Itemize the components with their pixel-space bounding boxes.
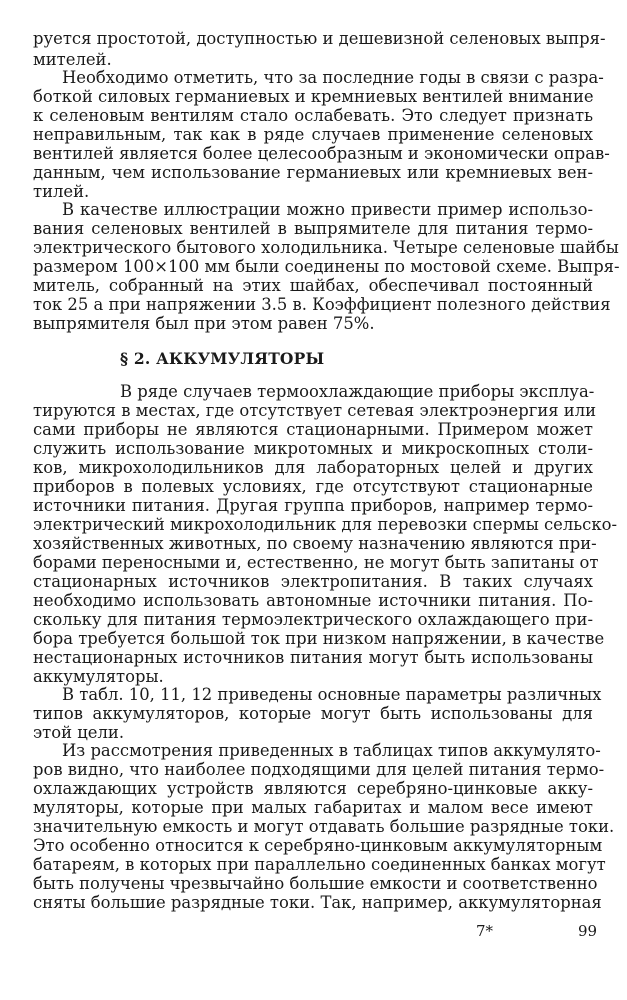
text-line: батареям, в которых при параллельно соединенных банках могут [33,855,606,874]
text-line: борами переносными и, естественно, не могут быть запитаны от [33,553,599,572]
text-line: вентилей является более целесообразным и экономически оправ- [33,144,610,163]
text-line: В качестве иллюстрации можно привести пример использо- [62,200,593,219]
signature-mark: 7* [476,922,494,940]
text-line: нестационарных источников питания могут быть использованы [33,648,593,667]
text-line: к селеновым вентилям стало ослабевать. Это следует признать [33,106,593,125]
text-line: муляторы, которые при малых габаритах и малом весе имеют [33,798,593,817]
text-line: приборов в полевых условиях, где отсутствуют стационарные [33,477,593,496]
text-line: вания селеновых вентилей в выпрямителе для питания термо- [33,219,593,238]
text-line: выпрямителя был при этом равен 75%. [33,314,375,333]
text-line: размером 100×100 мм были соединены по мостовой схеме. Выпря- [33,257,620,276]
text-line: стационарных источников электропитания. В таких случаях [33,572,593,591]
text-line: хозяйственных животных, по своему назначению являются при- [33,534,597,553]
text-line: быть получены чрезвычайно большие емкости и соответственно [33,874,598,893]
text-line: электрический микрохолодильник для перевозки спермы сельско- [33,515,617,534]
text-line: охлаждающих устройств являются серебряно-цинковые акку- [33,779,593,798]
text-line: митель, собранный на этих шайбах, обеспечивал постоянный [33,276,593,295]
text-line: скольку для питания термоэлектрического охлаждающего при- [33,610,593,629]
page-number: 99 [578,922,598,940]
text-line: бора требуется большой ток при низком напряжении, в качестве [33,629,605,648]
text-line: типов аккумуляторов, которые могут быть использованы для [33,704,593,723]
text-line: тилей. [33,182,90,201]
text-line: источники питания. Другая группа приборов, например термо- [33,496,593,515]
text-line: сняты большие разрядные токи. Так, например, аккумуляторная [33,893,602,912]
text-line: боткой силовых германиевых и кремниевых вентилей внимание [33,87,594,106]
text-line: тируются в местах, где отсутствует сетевая электроэнергия или [33,401,597,420]
text-line: этой цели. [33,723,125,742]
text-line: неправильным, так как в ряде случаев применение селеновых [33,125,593,144]
text-line: необходимо использовать автономные источники питания. По- [33,591,593,610]
text-line: данным, чем использование германиевых или кремниевых вен- [33,163,593,182]
text-line: Необходимо отметить, что за последние годы в связи с разра- [62,68,604,87]
text-line: Из рассмотрения приведенных в таблицах типов аккумулято- [62,741,601,760]
text-line: Это особенно относится к серебряно-цинковым аккумуляторным [33,836,603,855]
text-line: ков, микрохолодильников для лабораторных целей и других [33,458,593,477]
text-line: В ряде случаев термоохлаждающие приборы эксплуа- [120,382,595,401]
section-heading: § 2. АККУМУЛЯТОРЫ [120,349,325,368]
text-line: мителей. [33,50,112,69]
text-line: сами приборы не являются стационарными. Примером может [33,420,593,439]
text-line: руется простотой, доступностью и дешевизной селеновых выпря- [33,29,606,48]
text-line: аккумуляторы. [33,667,164,686]
text-line: служить использование микротомных и микроскопных столи- [33,439,593,458]
text-line: электрического бытового холодильника. Четыре селеновые шайбы [33,238,619,257]
text-line: значительную емкость и могут отдавать большие разрядные токи. [33,817,615,836]
text-line: ров видно, что наиболее подходящими для целей питания термо- [33,760,605,779]
text-line: ток 25 а при напряжении 3.5 в. Коэффициент полезного действия [33,295,611,314]
text-line: В табл. 10, 11, 12 приведены основные параметры различных [62,685,602,704]
